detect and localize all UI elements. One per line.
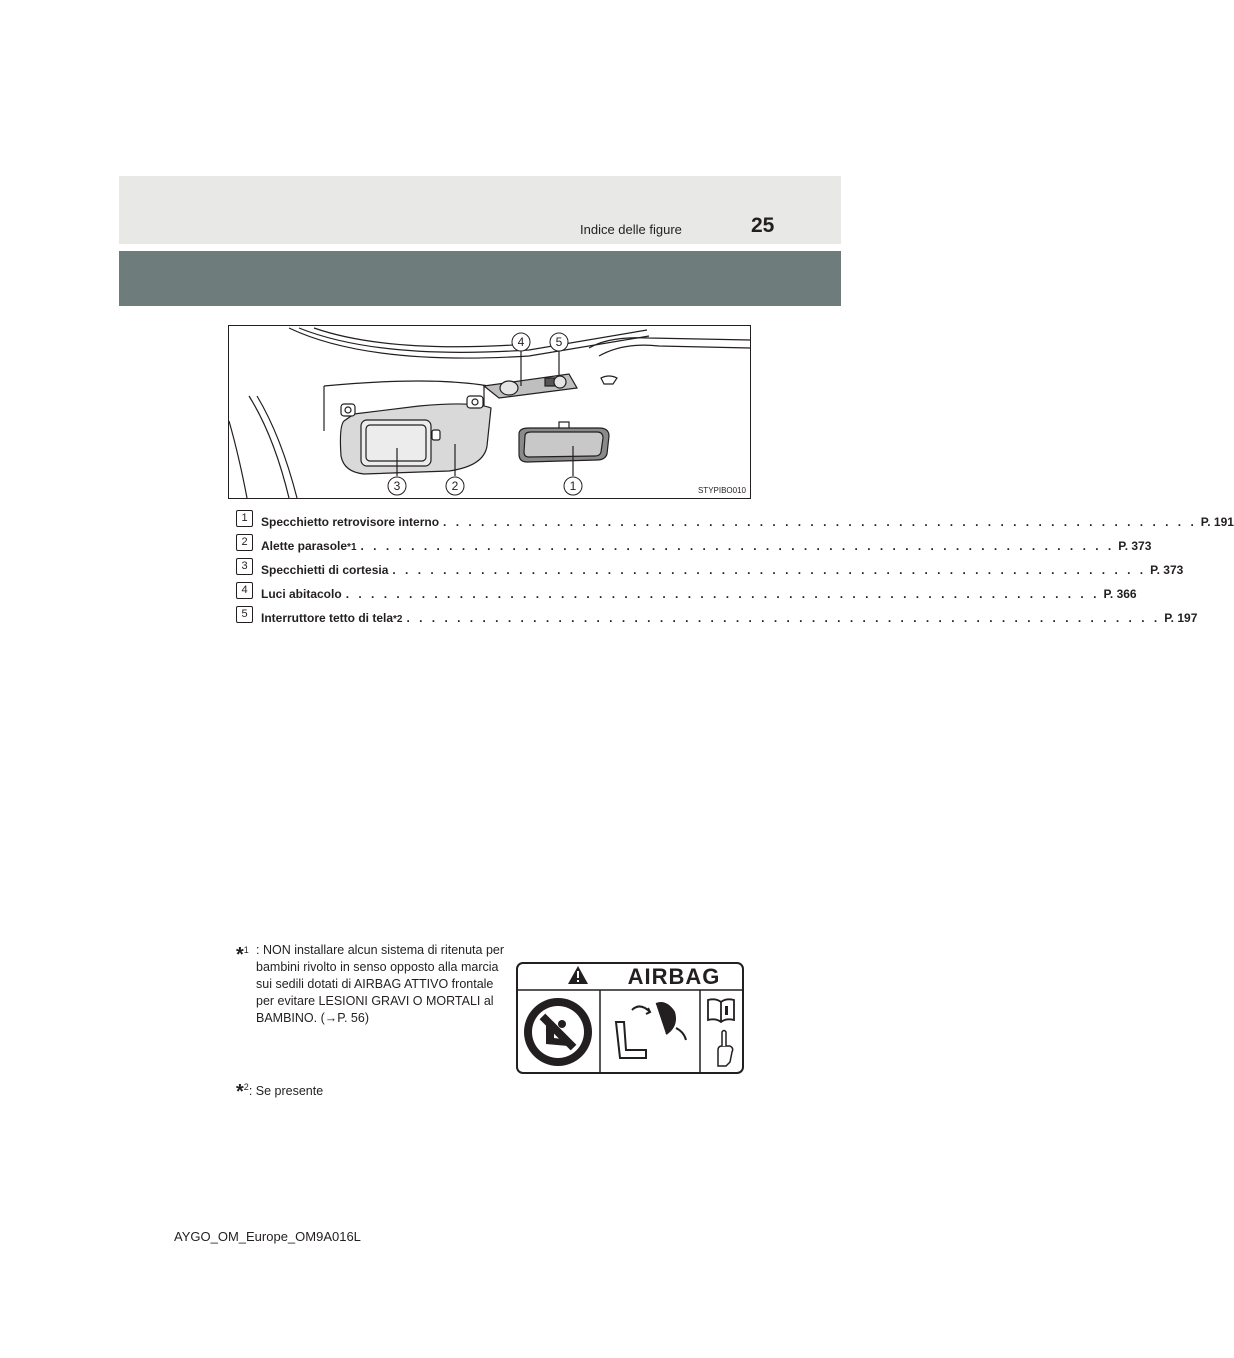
item-label: Interruttore tetto di tela: [261, 611, 394, 625]
footnote-2: [236, 1081, 323, 1104]
callout-3-label: 3: [393, 479, 401, 493]
leader-dots: [443, 515, 1197, 529]
leader-dots: [346, 587, 1100, 601]
list-item[interactable]: [236, 606, 1198, 630]
leader-dots: [406, 611, 1160, 625]
ceiling-illustration: [229, 326, 750, 498]
document-code: AYGO_OM_Europe_OM9A016L: [174, 1229, 361, 1244]
footnote-sup: 1: [243, 945, 249, 955]
footnote-text: : Se presente: [248, 1084, 324, 1098]
page-number: 25: [751, 214, 775, 237]
footnote-text: : NON installare alcun sistema di ritenuta per bambini rivolto in senso opposto alla marcia sui sedili dotati di AIRBAG ATTIVO frontale per evitare LESIONI GRAVI O MORTALI al BAMBINO. (→P. 56): [256, 943, 505, 1025]
list-item[interactable]: [236, 582, 1137, 606]
no-rear-facing-seat-icon: [524, 998, 592, 1066]
list-item[interactable]: [236, 558, 1184, 582]
item-list: [236, 510, 1234, 630]
item-label: Specchietti di cortesia: [261, 563, 389, 577]
airbag-title: AIRBAG: [627, 964, 721, 989]
list-item[interactable]: [236, 510, 1234, 534]
figure-code: STYPIBO010: [697, 486, 746, 495]
airbag-warning-label: [516, 962, 744, 1074]
page-ref[interactable]: P. 373: [1150, 563, 1184, 577]
item-number: 5: [236, 606, 253, 623]
item-number: 1: [236, 510, 253, 527]
header-band: [119, 176, 841, 244]
page-ref[interactable]: P. 197: [1164, 611, 1198, 625]
item-number: 4: [236, 582, 253, 599]
page-ref[interactable]: P. 373: [1118, 539, 1152, 553]
item-number: 3: [236, 558, 253, 575]
page-ref[interactable]: P. 191: [1200, 515, 1234, 529]
interior-figure: [228, 325, 751, 499]
footnote-sup: 2: [243, 1082, 249, 1092]
callout-4-label: 4: [517, 335, 525, 349]
leader-dots: [361, 539, 1115, 553]
footnote-ref: *2: [393, 614, 403, 625]
footnote-star: *: [236, 1081, 244, 1103]
footnote-ref: *1: [347, 542, 357, 553]
leader-dots: [392, 563, 1146, 577]
item-number: 2: [236, 534, 253, 551]
item-label: Specchietto retrovisore interno: [261, 515, 440, 529]
callout-2-label: 2: [451, 479, 459, 493]
item-label: Luci abitacolo: [261, 587, 342, 601]
item-label: Alette parasole: [261, 539, 348, 553]
callout-5-label: 5: [555, 335, 563, 349]
footnote-star: *: [236, 944, 244, 966]
list-item[interactable]: [236, 534, 1152, 558]
owners-manual-icon: [708, 999, 734, 1022]
callout-1-label: 1: [569, 479, 577, 493]
header-bar: [119, 251, 841, 306]
section-title: Indice delle figure: [580, 222, 682, 237]
page-ref[interactable]: P. 366: [1103, 587, 1137, 601]
footnote-1: [236, 942, 511, 1027]
